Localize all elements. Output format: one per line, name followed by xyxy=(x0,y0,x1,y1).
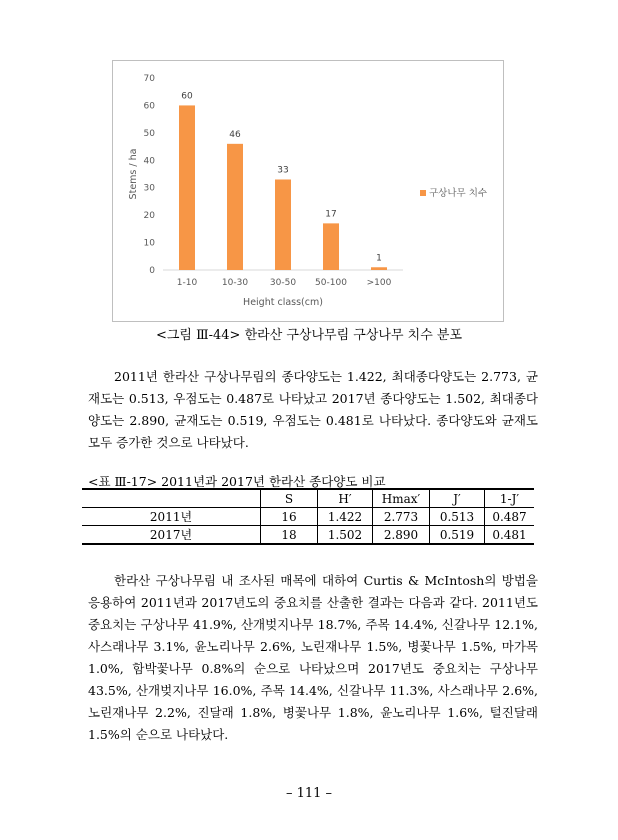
table-cell: 0.519 xyxy=(430,526,485,545)
bar xyxy=(275,179,291,270)
legend-swatch xyxy=(420,190,426,196)
data-label: 46 xyxy=(229,129,241,140)
y-tick-label: 10 xyxy=(143,238,155,249)
table-header-row xyxy=(82,489,534,508)
y-tick-label: 70 xyxy=(143,74,155,84)
y-tick-label: 20 xyxy=(143,211,155,222)
y-tick-label: 0 xyxy=(149,266,155,276)
x-tick-label: 50-100 xyxy=(315,278,347,288)
legend-label: 구상나무 치수 xyxy=(429,188,488,199)
data-label: 33 xyxy=(277,165,289,176)
bar xyxy=(371,267,387,270)
table-header-cell xyxy=(82,489,261,508)
data-label: 60 xyxy=(181,91,193,102)
table-cell: 0.481 xyxy=(485,526,535,545)
table-caption: <표 Ⅲ-17> 2011년과 2017년 한라산 종다양도 비교 xyxy=(88,474,386,489)
chart-container xyxy=(112,60,504,322)
table-cell: 1.422 xyxy=(318,508,373,526)
y-tick-label: 60 xyxy=(143,101,155,112)
table-cell: 0.513 xyxy=(430,508,485,526)
paragraph-importance xyxy=(88,570,538,746)
figure-caption: <그림 Ⅲ-44> 한라산 구상나무림 구상나무 치수 분포 xyxy=(155,328,463,343)
paragraph-diversity-text: 2011년 한라산 구상나무림의 종다양도는 1.422, 최대종다양도는 2.773, 균재도는 0.513, 우점도는 0.487로 나타났고 2017년 종다양도는 1.502, 최대종다양도는 2.890, 균재도는 0.519, 우점도는 0.481로 나타났다. 종다양도와 균재도 모두 증가한 것으로 나타났다. xyxy=(88,369,538,450)
table-cell: 2017년 xyxy=(82,526,261,545)
table-cell: 1.502 xyxy=(318,526,373,545)
x-tick-label: 30-50 xyxy=(269,278,297,288)
table-header-cell: J′ xyxy=(430,489,485,508)
x-tick-label: 10-30 xyxy=(221,278,249,288)
y-tick-label: 40 xyxy=(143,156,155,167)
y-tick-label: 30 xyxy=(143,183,155,194)
x-axis-title: Height class(cm) xyxy=(243,297,323,308)
bar xyxy=(323,223,339,270)
x-tick-label: >100 xyxy=(366,278,392,288)
paragraph-importance-text: 한라산 구상나무림 내 조사된 매목에 대하여 Curtis & McIntosh의 방법을 응용하여 2011년과 2017년도의 중요치를 산출한 결과는 다음과 같다. 2011년도 중요치는 구상나무 41.9%, 산개벚지나무 18.7%, 주목 14.4%, 신갈나무 12.1%, 사스래나무 3.1%, 윤노리나무 2.6%, 노린재나무 1.5%, 병꽃나무 1.5%, 마가목 1.0%, 함박꽃나무 0.8%의 순으로 나타났으며 2017년도 중요치는 구상나무 43.5%, 산개벚지나무 16.0%, 주목 14.4%, 신갈나무 11.3%, 사스래나무 2.6%, 노린재나무 2.2%, 진달래 1.8%, 병꽃나무 1.8%, 윤노리나무 1.6%, 털진달래 1.5%의 순으로 나타났다. xyxy=(88,573,538,742)
table-header-cell: Hmax′ xyxy=(373,489,430,508)
bar xyxy=(179,105,195,270)
table-cell: 2011년 xyxy=(82,508,261,526)
paragraph-diversity xyxy=(88,366,538,454)
y-tick-label: 50 xyxy=(143,128,155,139)
diversity-table xyxy=(82,488,534,545)
bar-chart xyxy=(113,61,503,321)
y-axis-title: Stems / ha xyxy=(128,148,139,200)
table-cell: 2.890 xyxy=(373,526,430,545)
table-header-cell: S xyxy=(261,489,318,508)
bar xyxy=(227,144,243,270)
table-header-cell: 1-J′ xyxy=(485,489,535,508)
table-row xyxy=(82,526,534,545)
table-cell: 0.487 xyxy=(485,508,535,526)
x-tick-label: 1-10 xyxy=(176,278,198,288)
table-cell: 2.773 xyxy=(373,508,430,526)
table-row xyxy=(82,508,534,526)
data-label: 17 xyxy=(325,209,337,220)
table-header-cell: H′ xyxy=(318,489,373,508)
data-label: 1 xyxy=(376,253,382,264)
table-cell: 16 xyxy=(261,508,318,526)
table-cell: 18 xyxy=(261,526,318,545)
page-number: – 111 – xyxy=(285,786,333,801)
